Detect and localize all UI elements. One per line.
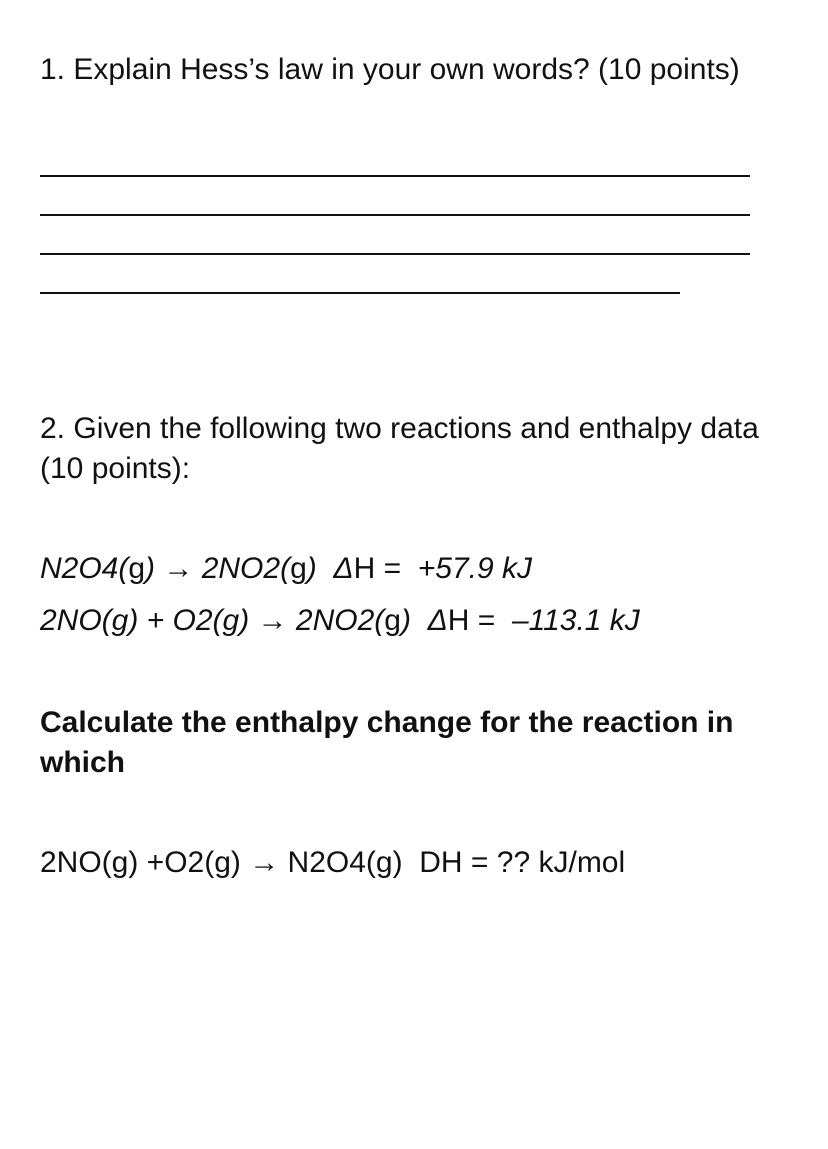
target-reaction: 2NO(g) +O2(g) → N2O4(g) DH = ?? kJ/mol <box>40 846 626 879</box>
reaction-2-part: H = <box>447 604 504 637</box>
reaction-1-part: g <box>290 552 307 585</box>
answer-line <box>40 175 750 177</box>
reaction-1-enthalpy: +57.9 kJ <box>409 552 532 585</box>
answer-line <box>40 292 680 294</box>
calculation-instruction: Calculate the enthalpy change for the reaction in which <box>40 706 734 779</box>
reaction-1-part: g <box>128 552 146 585</box>
reaction-2 <box>40 601 640 641</box>
reaction-2-part: 2NO(g) + O2(g) → 2NO2( <box>40 604 385 637</box>
answer-line <box>40 253 750 255</box>
reaction-2-part: g <box>384 604 401 637</box>
reaction-1 <box>40 549 532 589</box>
answer-line <box>40 214 750 216</box>
reaction-1-part: ) → 2NO2( <box>145 552 291 585</box>
reaction-2-enthalpy: –113.1 kJ <box>503 604 640 637</box>
reaction-2-part: ) Δ <box>400 604 448 637</box>
reaction-1-part: N2O4( <box>40 552 129 585</box>
question-1-text: 1. Explain Hess’s law in your own words? (10 points) <box>40 53 740 86</box>
question-2-text: 2. Given the following two reactions and enthalpy data (10 points): <box>40 412 759 485</box>
reaction-1-part: ) Δ <box>306 552 354 585</box>
reaction-1-part: H = <box>353 552 410 585</box>
